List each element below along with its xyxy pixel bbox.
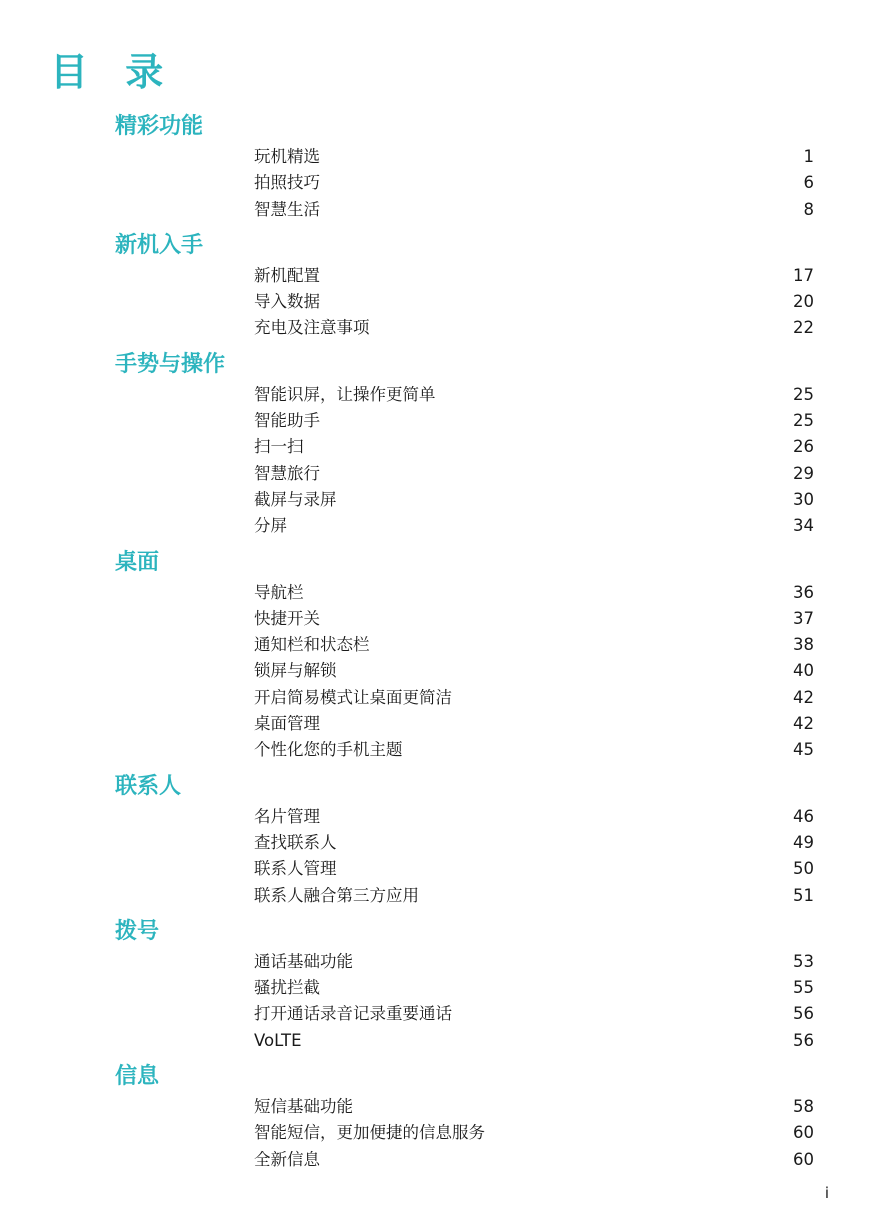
toc-entry-page-number: 8 (803, 199, 814, 219)
toc-entry[interactable] (0, 144, 869, 170)
toc-section (0, 112, 869, 223)
section-heading[interactable]: 手势与操作 (115, 351, 226, 377)
toc-entry-title: 查找联系人 (254, 832, 337, 852)
toc-entry-title: 智慧旅行 (254, 463, 320, 483)
section-heading[interactable]: 精彩功能 (115, 114, 204, 139)
toc-entry-title: 开启简易模式让桌面更简洁 (254, 687, 452, 707)
toc-entry-page-number: 55 (793, 978, 814, 998)
toc-entry-page-number: 30 (793, 489, 814, 509)
toc-entry-title: 联系人管理 (254, 859, 337, 879)
toc-section (0, 1062, 869, 1173)
toc-entry-page-number: 40 (793, 661, 814, 681)
toc-section (0, 548, 869, 764)
section-heading[interactable]: 新机入手 (115, 232, 204, 258)
toc-entry-title: 锁屏与解锁 (254, 661, 337, 681)
toc-entry-page-number: 29 (793, 463, 814, 483)
toc-entry-page-number: 37 (793, 608, 814, 628)
toc-entry-title: 分屏 (254, 516, 287, 536)
section-heading[interactable]: 拨号 (115, 918, 160, 944)
toc-entry-page-number: 1 (803, 147, 814, 166)
toc-entry-title: 名片管理 (254, 806, 320, 826)
toc-entry-title: 充电及注意事项 (254, 318, 370, 338)
toc-entry[interactable] (0, 830, 869, 856)
toc-entry-page-number: 46 (793, 806, 814, 826)
toc-entry[interactable] (0, 461, 869, 487)
toc-entry[interactable] (0, 737, 869, 763)
toc-entry-title: 截屏与录屏 (254, 489, 337, 509)
toc-entry[interactable] (0, 1094, 869, 1120)
page-number: i (824, 1184, 829, 1202)
toc-section (0, 917, 869, 1054)
toc-entry-title: 联系人融合第三方应用 (254, 885, 419, 905)
toc-entry-title: 全新信息 (254, 1149, 320, 1169)
toc-entry-page-number: 25 (793, 411, 814, 431)
toc-entry[interactable] (0, 434, 869, 460)
toc-entry[interactable] (0, 289, 869, 315)
toc-entry-page-number: 56 (793, 1030, 814, 1050)
toc-entry[interactable] (0, 1001, 869, 1027)
toc-section (0, 350, 869, 540)
toc-entry-page-number: 42 (793, 687, 814, 707)
toc-entry[interactable] (0, 315, 869, 341)
toc-entry-title: 通话基础功能 (254, 951, 353, 971)
toc-entry-page-number: 22 (793, 318, 814, 338)
toc-entry-title: 通知栏和状态栏 (254, 635, 370, 655)
toc-entry[interactable] (0, 408, 869, 434)
toc-entry-page-number: 58 (793, 1097, 814, 1117)
toc-entry-title: 个性化您的手机主题 (254, 740, 403, 760)
toc-entry[interactable] (0, 685, 869, 711)
toc-entry[interactable] (0, 856, 869, 882)
toc-entry-title: 导航栏 (254, 582, 304, 602)
toc-entry[interactable] (0, 658, 869, 684)
toc-entry-title: 智能短信，更加便捷的信息服务 (254, 1123, 485, 1143)
toc-entry-page-number: 38 (793, 635, 814, 655)
toc-entry-title: 快捷开关 (254, 608, 320, 628)
toc-entry[interactable] (0, 1028, 869, 1054)
toc-entry[interactable] (0, 632, 869, 658)
toc-entry[interactable] (0, 1120, 869, 1146)
toc-entry-title: 导入数据 (254, 292, 320, 312)
section-heading[interactable]: 联系人 (115, 773, 182, 799)
toc-entry-page-number: 50 (793, 859, 814, 879)
toc-section (0, 772, 869, 909)
toc-entry-title: 智能助手 (254, 411, 320, 431)
toc-entry-title: 玩机精选 (254, 147, 320, 166)
toc-entry-page-number: 26 (793, 437, 814, 457)
toc-entry-page-number: 53 (793, 951, 814, 971)
toc-entry-title: 桌面管理 (254, 714, 320, 734)
toc-section (0, 231, 869, 342)
toc-entry-page-number: 51 (793, 885, 814, 905)
toc-entry-title: 智慧生活 (254, 199, 320, 219)
toc-entry-page-number: 49 (793, 832, 814, 852)
toc-entry-page-number: 20 (793, 292, 814, 312)
toc-entry[interactable] (0, 711, 869, 737)
toc-entry[interactable] (0, 263, 869, 289)
toc-entry[interactable] (0, 606, 869, 632)
toc-entry-title: VoLTE (254, 1030, 302, 1050)
toc-entry[interactable] (0, 949, 869, 975)
toc-entry-title: 拍照技巧 (254, 173, 320, 193)
page-title: 目 录 (50, 50, 176, 94)
toc-entry-page-number: 45 (793, 740, 814, 760)
toc-entry-page-number: 36 (793, 582, 814, 602)
section-heading[interactable]: 桌面 (115, 549, 160, 575)
toc-entry-title: 扫一扫 (254, 437, 304, 457)
toc-entry-title: 智能识屏，让操作更简单 (254, 384, 436, 404)
toc-entry-title: 短信基础功能 (254, 1097, 353, 1117)
section-heading[interactable]: 信息 (115, 1064, 160, 1090)
toc-entry-page-number: 25 (793, 384, 814, 404)
table-of-contents (0, 112, 869, 1181)
toc-entry-title: 新机配置 (254, 265, 320, 285)
toc-entry[interactable] (0, 170, 869, 196)
toc-entry[interactable] (0, 883, 869, 909)
toc-entry-page-number: 42 (793, 714, 814, 734)
toc-entry-page-number: 34 (793, 516, 814, 536)
toc-entry[interactable] (0, 580, 869, 606)
toc-entry[interactable] (0, 1147, 869, 1173)
toc-entry[interactable] (0, 197, 869, 223)
toc-entry-title: 打开通话录音记录重要通话 (254, 1004, 452, 1024)
toc-entry-page-number: 60 (793, 1123, 814, 1143)
toc-entry[interactable] (0, 382, 869, 408)
toc-entry[interactable] (0, 975, 869, 1001)
toc-entry-title: 骚扰拦截 (254, 978, 320, 998)
toc-entry-page-number: 17 (793, 265, 814, 285)
toc-entry-page-number: 6 (803, 173, 814, 193)
toc-entry[interactable] (0, 513, 869, 539)
toc-entry-page-number: 56 (793, 1004, 814, 1024)
toc-entry-page-number: 60 (793, 1149, 814, 1169)
toc-entry[interactable] (0, 804, 869, 830)
toc-entry[interactable] (0, 487, 869, 513)
